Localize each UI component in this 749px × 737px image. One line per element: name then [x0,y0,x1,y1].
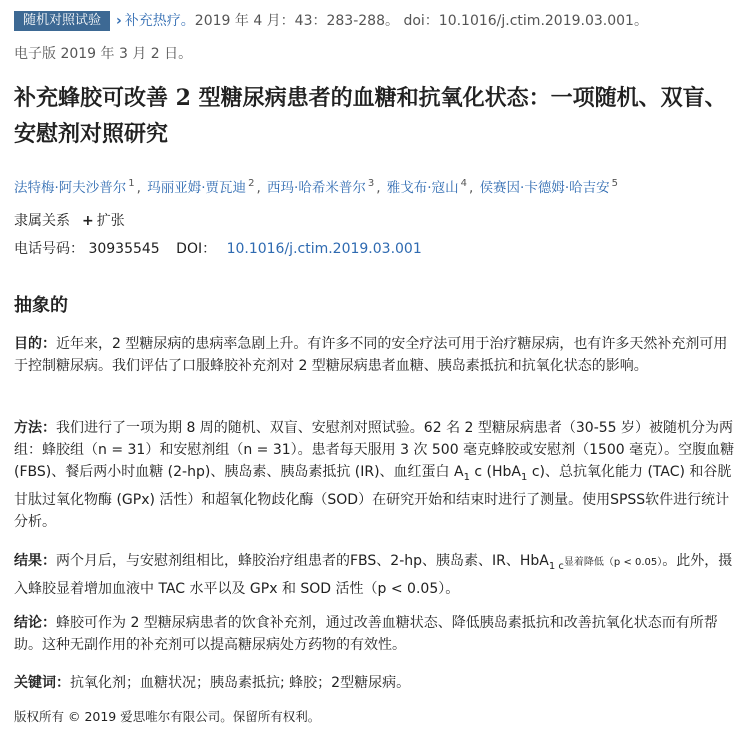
journal-link[interactable]: 补充热疗。 [124,13,195,29]
citation-text: 2019 年 4 月：43：283-288。 doi：10.1016/j.ctim.2019.03.001。 [194,13,648,29]
plus-icon[interactable]: + [82,213,94,229]
author-link[interactable]: 法特梅·阿夫沙普尔 $^1$ [14,178,135,196]
article-title: 补充蜂胶可改善 2 型糖尿病患者的血糖和抗氧化状态：一项随机、双盲、安慰剂对照研究 [14,85,727,147]
identifiers [14,238,422,260]
affiliations-label: 隶属关系 [14,213,70,229]
copyright-notice: 版权所有 © 2019 爱思唯尔有限公司。保留所有权利。 [14,709,321,724]
chevron-right-icon[interactable]: › [116,13,122,29]
doi-label: DOI： [176,241,217,257]
citation-line [14,11,739,31]
author-link[interactable]: 西玛·哈希米普尔 $^3$ [267,178,375,196]
article-type-badge: 随机对照试验 [14,11,110,31]
abstract-heading: 抽象的 [14,295,68,316]
pmid-label: 电话号码： [14,241,84,257]
expand-label[interactable]: 扩张 [96,213,125,229]
abstract-methods: 方法：我们进行了一项为期 8 周的随机、双盲、安慰剂对照试验。62 名 2 型糖尿病患者（30-55 岁）被随机分为两组：蜂胶组（n = 31）和安慰剂组（n = 31）。患者每天服用 3 次 500 毫克蜂胶或安慰剂（1500 毫克）。空腹血糖 (FBS)、餐后两小时血糖 (2-hp)、胰岛素、胰岛素抵抗 (IR)、血红蛋白 $A_1$ c (HbA$_1$ c)、总抗氧化能力 (TAC) 和谷胱甘肽过氧化物酶 (GPx) 活性）和超氧化物歧化酶（SOD）在研究开始和结束时进行了测量。使用SPSS软件进行统计分析。 [14,420,735,530]
abstract-results: 结果：两个月后，与安慰剂组相比，蜂胶治疗组患者的FBS、2-hp、胰岛素、IR、HbA$_{1 c}$显着降低（p < 0.05）。此外，摄入蜂胶显着增加血液中 TAC 水平以及 GPx 和 SOD 活性（p < 0.05）。 [14,553,733,597]
author-link[interactable]: 玛丽亚姆·贾瓦迪 $^2$ [147,178,255,196]
doi-link[interactable]: 10.1016/j.ctim.2019.03.001 [226,241,422,257]
author-list: 法特梅·阿夫沙普尔 $^1$ , 玛丽亚姆·贾瓦迪 $^2$ , 西玛·哈希米普尔 $^3$ , 雅戈布·寇山 $^4$ , 侯赛因·卡德姆·哈吉安 $^5$ [14,178,619,196]
author-link[interactable]: 侯赛因·卡德姆·哈吉安 $^5$ [479,178,619,196]
pmid-value: 30935545 [88,241,160,257]
affiliations-toggle[interactable] [14,210,125,232]
abstract-objective: 目的：近年来，2 型糖尿病的患病率急剧上升。有许多不同的安全疗法可用于治疗糖尿病，也有许多天然补充剂可用于控制糖尿病。我们评估了口服蜂胶补充剂对 2 型糖尿病患者血糖、胰岛素抵抗和抗氧化状态的影响。 [14,336,728,374]
abstract-keywords: 关键词：抗氧化剂；血糖状况；胰岛素抵抗; 蜂胶；2型糖尿病。 [14,675,411,691]
electronic-edition-date: 电子版 2019 年 3 月 2 日。 [14,46,193,62]
author-link[interactable]: 雅戈布·寇山 $^4$ [386,178,467,196]
abstract-conclusion: 结论：蜂胶可作为 2 型糖尿病患者的饮食补充剂，通过改善血糖状态、降低胰岛素抵抗和改善抗氧化状态而有所帮助。这种无副作用的补充剂可以提高糖尿病处方药物的有效性。 [14,615,718,653]
